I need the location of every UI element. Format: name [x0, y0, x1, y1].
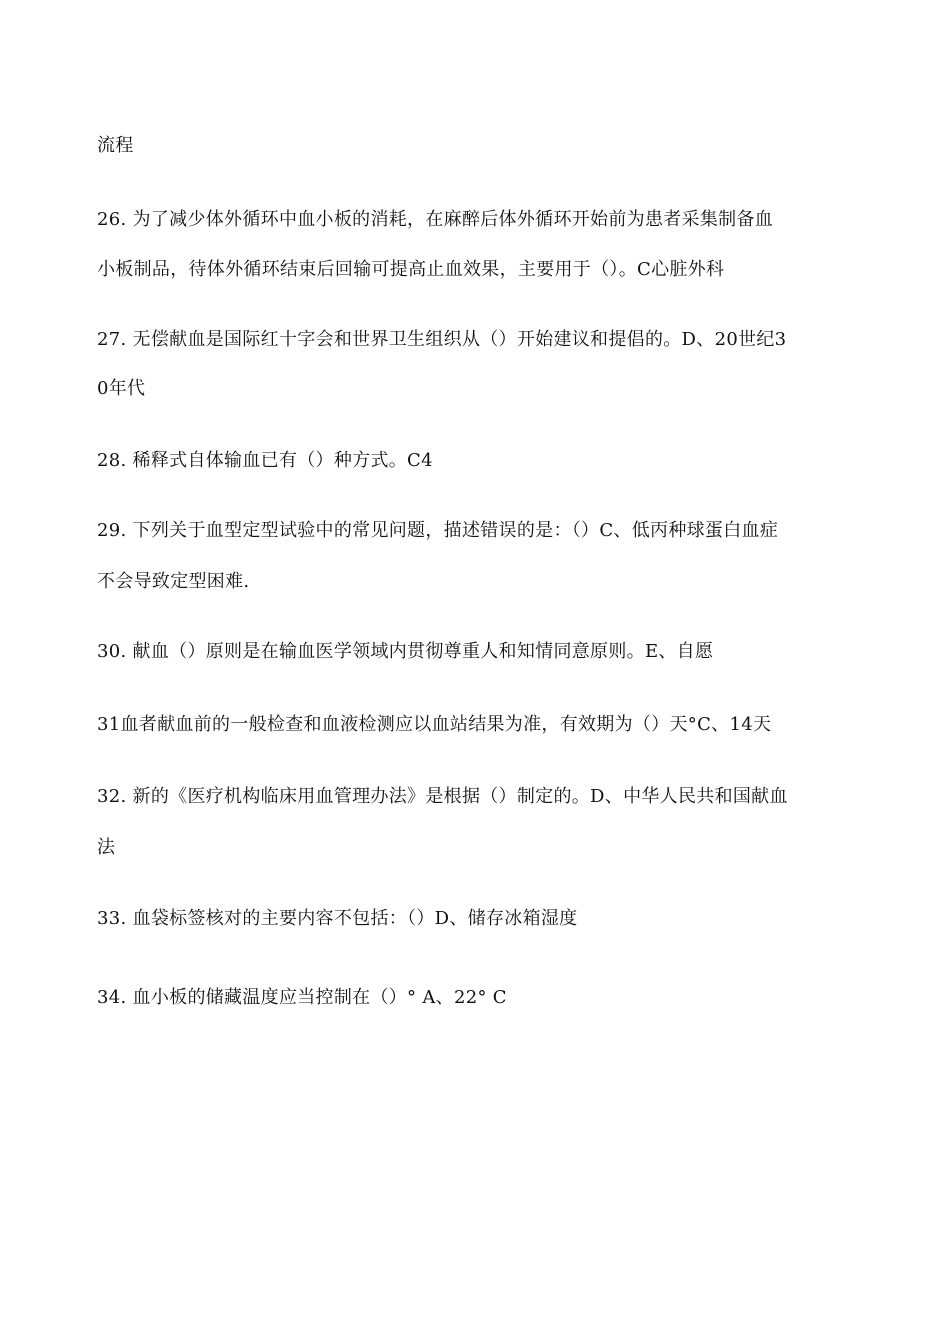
text-line: 0年代 — [97, 378, 146, 399]
text-line: 33. 血袋标签核对的主要内容不包括：（）D、储存冰箱湿度 — [97, 908, 578, 929]
text-line: 31血者献血前的一般检查和血液检测应以血站结果为准，有效期为（）天°C、14天 — [97, 714, 772, 735]
text-line: 不会导致定型困难. — [97, 571, 250, 592]
text-line: 30. 献血（）原则是在输血医学领域内贯彻尊重人和知情同意原则。E、自愿 — [97, 641, 714, 662]
text-line: 28. 稀释式自体输血已有（）种方式。C4 — [97, 450, 433, 471]
text-line: 法 — [97, 837, 116, 858]
text-line: 26. 为了减少体外循环中血小板的消耗，在麻醉后体外循环开始前为患者采集制备血 — [97, 209, 774, 230]
text-line: 32. 新的《医疗机构临床用血管理办法》是根据（）制定的。D、中华人民共和国献血 — [97, 786, 788, 807]
text-line: 27. 无偿献血是国际红十字会和世界卫生组织从（）开始建议和提倡的。D、20世纪3 — [97, 329, 787, 350]
text-line: 34. 血小板的储藏温度应当控制在（）° A、22° C — [97, 987, 507, 1008]
text-line: 29. 下列关于血型定型试验中的常见问题，描述错误的是：（）C、低丙种球蛋白血症 — [97, 520, 779, 541]
text-line: 流程 — [97, 135, 134, 156]
text-line: 小板制品，待体外循环结束后回输可提高止血效果，主要用于（）。C心脏外科 — [97, 259, 725, 280]
